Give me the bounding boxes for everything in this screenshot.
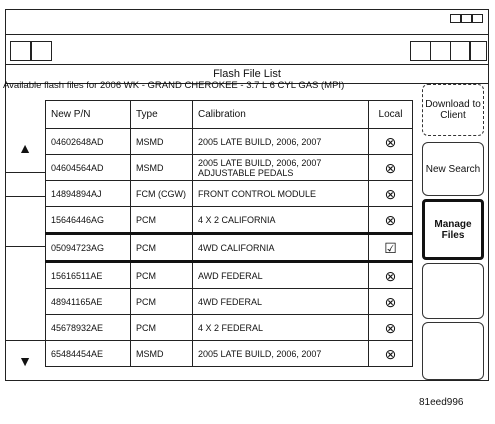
cell-calibration: FRONT CONTROL MODULE xyxy=(193,181,369,207)
cell-pn: 14894894AJ xyxy=(46,181,131,207)
column-header-pn[interactable]: New P/N xyxy=(46,101,131,129)
cell-type: PCM xyxy=(131,207,193,234)
cell-pn: 65484454AE xyxy=(46,341,131,367)
cell-pn: 04602648AD xyxy=(46,129,131,155)
scroll-down-arrow-icon[interactable]: ▼ xyxy=(5,340,45,381)
cell-type: PCM xyxy=(131,262,193,289)
scroll-thumb-bottom xyxy=(5,246,45,247)
new-search-button[interactable]: New Search xyxy=(422,142,484,196)
toolbar xyxy=(6,34,488,65)
circle-x-icon[interactable]: ⊗ xyxy=(384,319,397,336)
toolbar-button-6[interactable] xyxy=(469,41,487,61)
blank-button-1[interactable] xyxy=(422,263,484,319)
cell-calibration: 2005 LATE BUILD, 2006, 2007 ADJUSTABLE PEDALS xyxy=(193,155,369,181)
manage-files-button[interactable]: Manage Files xyxy=(422,199,484,260)
table-row[interactable] xyxy=(46,129,413,155)
circle-x-icon[interactable]: ⊗ xyxy=(384,293,397,310)
cell-type: PCM xyxy=(131,315,193,341)
circle-x-icon[interactable]: ⊗ xyxy=(384,267,397,284)
cell-calibration: 4WD CALIFORNIA xyxy=(193,234,369,262)
circle-x-icon[interactable]: ⊗ xyxy=(384,211,397,228)
page-title: Flash File List xyxy=(6,64,488,84)
scroll-thumb-top xyxy=(5,196,45,197)
maximize-icon[interactable] xyxy=(461,14,472,23)
cell-calibration: 2005 LATE BUILD, 2006, 2007 xyxy=(193,341,369,367)
column-header-local[interactable]: Local xyxy=(369,101,413,129)
toolbar-button-1[interactable] xyxy=(10,41,31,61)
circle-x-icon[interactable]: ⊗ xyxy=(384,133,397,150)
cell-pn: 05094723AG xyxy=(46,234,131,262)
blank-button-2[interactable] xyxy=(422,322,484,380)
table-row[interactable] xyxy=(46,341,413,367)
download-to-client-button[interactable]: Download to Client xyxy=(422,84,484,136)
cell-pn: 04604564AD xyxy=(46,155,131,181)
scroll-up-arrow-icon[interactable]: ▲ xyxy=(5,128,45,173)
checkbox-checked-icon[interactable]: ☑ xyxy=(384,239,397,256)
cell-type: MSMD xyxy=(131,155,193,181)
table-row[interactable] xyxy=(46,262,413,289)
cell-pn: 48941165AE xyxy=(46,289,131,315)
toolbar-button-3[interactable] xyxy=(410,41,431,61)
cell-type: MSMD xyxy=(131,341,193,367)
circle-x-icon[interactable]: ⊗ xyxy=(384,159,397,176)
cell-pn: 15616511AE xyxy=(46,262,131,289)
cell-calibration: 4 X 2 FEDERAL xyxy=(193,315,369,341)
table-row-selected[interactable] xyxy=(46,234,413,262)
available-files-label: Available flash files for 2006 WK - GRAND CHEROKEE - 3.7 L 6 CYL GAS (MPI) xyxy=(3,80,345,91)
cell-pn: 45678932AE xyxy=(46,315,131,341)
cell-calibration: AWD FEDERAL xyxy=(193,262,369,289)
cell-type: PCM xyxy=(131,234,193,262)
close-icon[interactable] xyxy=(472,14,483,23)
table-row[interactable] xyxy=(46,181,413,207)
toolbar-button-2[interactable] xyxy=(31,41,52,61)
figure-caption: 81eed996 xyxy=(419,397,464,408)
column-header-type[interactable]: Type xyxy=(131,101,193,129)
circle-x-icon[interactable]: ⊗ xyxy=(384,185,397,202)
table-row[interactable] xyxy=(46,315,413,341)
cell-calibration: 4WD FEDERAL xyxy=(193,289,369,315)
table-row[interactable] xyxy=(46,207,413,234)
cell-type: MSMD xyxy=(131,129,193,155)
table-row[interactable] xyxy=(46,289,413,315)
table-row[interactable] xyxy=(46,155,413,181)
vertical-scrollbar[interactable] xyxy=(5,128,45,380)
cell-calibration: 2005 LATE BUILD, 2006, 2007 xyxy=(193,129,369,155)
minimize-icon[interactable] xyxy=(450,14,461,23)
cell-type: PCM xyxy=(131,289,193,315)
cell-pn: 15646446AG xyxy=(46,207,131,234)
cell-type: FCM (CGW) xyxy=(131,181,193,207)
toolbar-button-5[interactable] xyxy=(450,41,471,61)
circle-x-icon[interactable]: ⊗ xyxy=(384,345,397,362)
toolbar-button-4[interactable] xyxy=(430,41,451,61)
column-header-calibration[interactable]: Calibration xyxy=(193,101,369,129)
cell-calibration: 4 X 2 CALIFORNIA xyxy=(193,207,369,234)
table-header-row xyxy=(46,101,413,129)
flash-file-table xyxy=(45,100,413,367)
